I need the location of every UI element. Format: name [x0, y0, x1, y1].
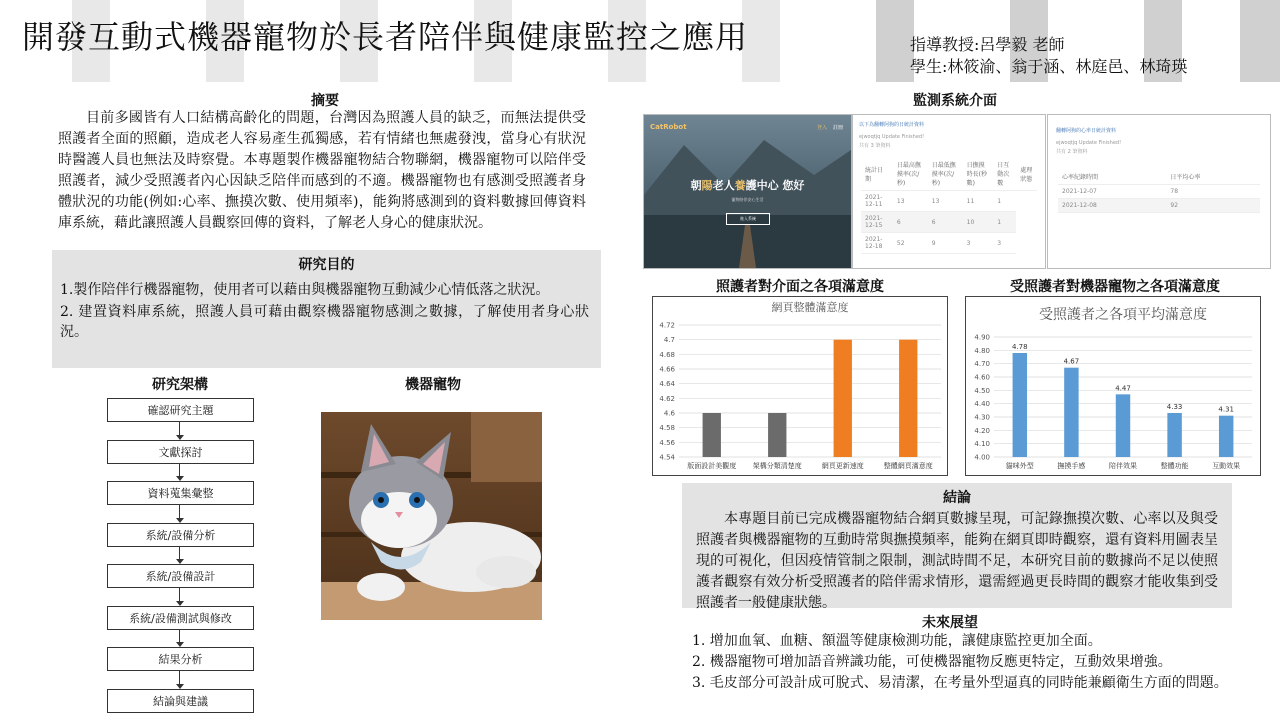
screenshot-heart-rate — [1047, 114, 1271, 269]
panel2-update: ejwoqtjq Update Finished! — [859, 134, 925, 140]
abstract-text: 目前多國皆有人口結構高齡化的問題，台灣因為照護人員的缺乏，而無法提供受照護者全面的照顧，造成老人容易產生孤獨感，若有情緒也無處發洩，當身心有狀況時醫護人員也無法及時察覺。本專題製作機器寵物結合物聯網，機器寵物可以陪伴受照護者，減少受照護者內心因缺乏陪伴而感到的不適。機器寵物也有感測受照護者身體狀況的功能(例如:心率、撫摸次數、使用頻率)，能夠將感測到的資料數據回傳資料庫系統，藉此讓照護人員觀察回傳的資料，了解老人身心的健康狀況。 — [58, 110, 586, 231]
bar — [1064, 368, 1078, 457]
screenshot-homepage — [643, 114, 852, 269]
y-tick-label: 4.72 — [659, 321, 675, 330]
panel3-table — [1058, 169, 1260, 213]
y-tick-label: 4.00 — [974, 453, 990, 462]
framework-step: 文獻探討 — [107, 440, 254, 464]
hero-enter-button[interactable]: 進入系統 — [726, 213, 770, 225]
robot-cat-photo — [321, 412, 542, 620]
panel2-cell: 1 — [993, 191, 1016, 212]
panel2-cell: 13 — [893, 191, 928, 212]
bar — [1219, 416, 1233, 457]
y-tick-label: 4.54 — [659, 453, 675, 462]
y-tick-label: 4.56 — [659, 438, 675, 447]
panel3-cell: 2021-12-07 — [1058, 185, 1166, 199]
x-tick-label: 版面設計美觀度 — [687, 462, 737, 470]
panel2-table — [861, 157, 1037, 254]
framework-step: 結論與建議 — [107, 689, 254, 713]
y-tick-label: 4.7 — [663, 336, 675, 345]
panel2-cell: 13 — [928, 191, 963, 212]
data-label: 4.33 — [1166, 403, 1183, 411]
y-tick-label: 4.62 — [659, 394, 675, 403]
panel2-cell: 6 — [928, 212, 963, 233]
chart-title: 網頁整體滿意度 — [771, 301, 849, 314]
panel2-title: 以下為翻轉阿狗的日統計資料 — [859, 122, 925, 128]
panel2-cell: 2021-12-11 — [861, 191, 893, 212]
panel2-header-cell: 日最高撫摸率(次/秒) — [893, 157, 928, 191]
future-item-1: 1. 增加血氧、血糖、額溫等健康檢測功能，讓健康監控更加全面。 — [692, 633, 1102, 649]
pet-heading: 機器寵物 — [405, 377, 461, 393]
bar — [1116, 394, 1130, 457]
flow-arrow-line — [179, 547, 180, 560]
y-tick-label: 4.80 — [974, 346, 990, 355]
panel3-row — [1058, 185, 1260, 199]
bar — [899, 340, 917, 457]
conclusion-text: 本專題目前已完成機器寵物結合網頁數據呈現，可記錄撫摸次數、心率以及與受照護者與機器寵物的互動時常與撫摸頻率，能夠在網頁即時觀察，還有資料用圖表呈現的可視化，但因疫情管制之限制，測試時間不足，本研究目前的數據尚不足以使照護者觀察有效分析受照護者的陪伴需求情形，還需經過更長時間的觀察才能收集到受照護者一般健康狀態。 — [696, 511, 1218, 611]
panel2-cell: 2021-12-15 — [861, 212, 893, 233]
framework-heading: 研究架構 — [152, 377, 208, 393]
framework-step: 結果分析 — [107, 647, 254, 671]
panel2-cell: 6 — [893, 212, 928, 233]
x-tick-label: 網頁更新速度 — [821, 462, 864, 470]
data-label: 4.31 — [1218, 405, 1234, 414]
hero-subtitle: 寵物陪伴安心生活 — [731, 197, 764, 202]
panel2-cell: 52 — [893, 233, 928, 254]
flow-arrow-line — [179, 422, 180, 435]
abstract-heading: 摘要 — [311, 93, 339, 109]
y-tick-label: 4.40 — [974, 400, 990, 409]
panel2-cell: 10 — [963, 212, 994, 233]
y-tick-label: 4.50 — [974, 386, 990, 395]
panel2-cell: 11 — [963, 191, 994, 212]
panel2-row — [861, 191, 1037, 212]
panel2-header-cell: 日互動次數 — [993, 157, 1016, 191]
y-tick-label: 4.70 — [974, 360, 990, 369]
panel2-cell: 2021-12-18 — [861, 233, 893, 254]
flow-arrow-line — [179, 588, 180, 601]
nav-register[interactable]: 註冊 — [832, 125, 843, 131]
bar — [834, 340, 852, 457]
monitor-heading: 監測系統介面 — [913, 93, 997, 109]
panel2-header-cell: 日最低撫摸率(次/秒) — [928, 157, 963, 191]
bar — [1013, 353, 1027, 457]
chart-caregiver-satisfaction — [652, 296, 948, 476]
framework-step: 系統/設備設計 — [107, 564, 254, 588]
future-item-2: 2. 機器寵物可增加語音辨識功能，可使機器寵物反應更特定，互動效果增強。 — [692, 654, 1172, 670]
y-tick-label: 4.90 — [974, 333, 990, 342]
panel2-cell: 3 — [993, 233, 1016, 254]
panel3-header-cell: 心率紀錄時間 — [1058, 169, 1166, 185]
future-item-3: 3. 毛皮部分可設計成可脫式、易清潔，在考量外型逼真的同時能兼顧衛生方面的問題。 — [692, 675, 1228, 691]
authors — [910, 34, 1187, 78]
panel2-header-cell: 處理狀態 — [1016, 157, 1037, 191]
nav-login[interactable]: 登入 — [816, 125, 827, 131]
chart-left-caption: 照護者對介面之各項滿意度 — [716, 279, 884, 295]
y-tick-label: 4.10 — [974, 440, 990, 449]
panel3-header-cell: 日平均心率 — [1166, 169, 1260, 185]
panel2-count: 共有 3 筆資料 — [859, 143, 891, 149]
data-label: 4.47 — [1115, 384, 1131, 393]
panel2-header-cell: 統計日期 — [861, 157, 893, 191]
y-tick-label: 4.68 — [659, 350, 675, 359]
panel2-header-cell: 日撫摸時長(秒數) — [963, 157, 994, 191]
future-heading: 未來展望 — [922, 615, 978, 631]
panel3-row — [1058, 199, 1260, 213]
y-tick-label: 4.64 — [659, 380, 675, 389]
y-tick-label: 4.60 — [974, 373, 990, 382]
future-list — [692, 631, 1232, 694]
x-tick-label: 整體網頁滿意度 — [883, 462, 933, 470]
panel3-cell: 2021-12-08 — [1058, 199, 1166, 213]
x-tick-label: 陪伴效果 — [1109, 462, 1137, 470]
y-tick-label: 4.66 — [659, 365, 675, 374]
page-title: 開發互動式機器寵物於長者陪伴與健康監控之應用 — [22, 18, 749, 56]
purpose-heading: 研究目的 — [298, 257, 355, 273]
conclusion-heading: 結論 — [943, 490, 971, 506]
hero-greeting: 朝陽老人養護中心 您好 — [690, 179, 805, 192]
purpose-panel — [52, 250, 601, 368]
x-tick-label: 貓咪外型 — [1005, 462, 1034, 470]
y-tick-label: 4.30 — [974, 413, 990, 422]
bar — [768, 413, 786, 457]
panel2-cell: 9 — [928, 233, 963, 254]
data-label: 4.78 — [1012, 343, 1028, 351]
panel3-count: 共有 2 筆資料 — [1056, 149, 1088, 155]
panel3-cell: 92 — [1166, 199, 1260, 213]
advisor: 指導教授:呂學毅 老師 — [910, 35, 1065, 54]
bar — [1167, 413, 1181, 457]
purpose-item-2: 2. 建置資料庫系統，照護人員可藉由觀察機器寵物感測之數據，了解使用者身心狀況。 — [60, 304, 589, 340]
flow-arrow-line — [179, 464, 180, 477]
panel3-title: 翻轉阿狗的心率日統計資料 — [1056, 128, 1117, 134]
panel3-cell: 78 — [1166, 185, 1260, 199]
bar — [703, 413, 721, 457]
screenshot-daily-stats — [852, 114, 1046, 269]
x-tick-label: 撫摸手感 — [1057, 462, 1086, 470]
flow-arrow-line — [179, 630, 180, 643]
chart-elder-satisfaction — [965, 296, 1261, 476]
y-tick-label: 4.58 — [659, 424, 675, 433]
y-tick-label: 4.20 — [974, 426, 990, 435]
site-logo: CatRobot — [650, 123, 687, 131]
panel3-update: ejwoqtjq Update Finished! — [1056, 140, 1122, 146]
x-tick-label: 整體功能 — [1160, 462, 1189, 470]
flow-arrow-line — [179, 671, 180, 684]
framework-step: 系統/設備分析 — [107, 523, 254, 547]
purpose-item-1: 1.製作陪伴行機器寵物，使用者可以藉由與機器寵物互動減少心情低落之狀況。 — [60, 282, 550, 298]
chart-title: 受照護者之各項平均滿意度 — [1039, 307, 1207, 323]
x-tick-label: 互動效果 — [1212, 462, 1241, 470]
data-label: 4.67 — [1063, 357, 1080, 366]
panel2-row — [861, 233, 1037, 254]
flow-arrow-line — [179, 505, 180, 518]
framework-step: 確認研究主題 — [107, 398, 254, 422]
students: 學生:林筱渝、翁于涵、林庭邑、林琦瑛 — [910, 57, 1188, 76]
x-tick-label: 架構分類清楚度 — [752, 462, 802, 470]
y-tick-label: 4.6 — [663, 409, 675, 418]
panel2-row — [861, 212, 1037, 233]
panel2-cell: 3 — [963, 233, 994, 254]
framework-step: 系統/設備測試與修改 — [107, 606, 254, 630]
framework-step: 資料蒐集彙整 — [107, 481, 254, 505]
chart-right-caption: 受照護者對機器寵物之各項滿意度 — [1010, 279, 1220, 295]
panel2-cell: 1 — [993, 212, 1016, 233]
conclusion-panel — [682, 483, 1232, 611]
